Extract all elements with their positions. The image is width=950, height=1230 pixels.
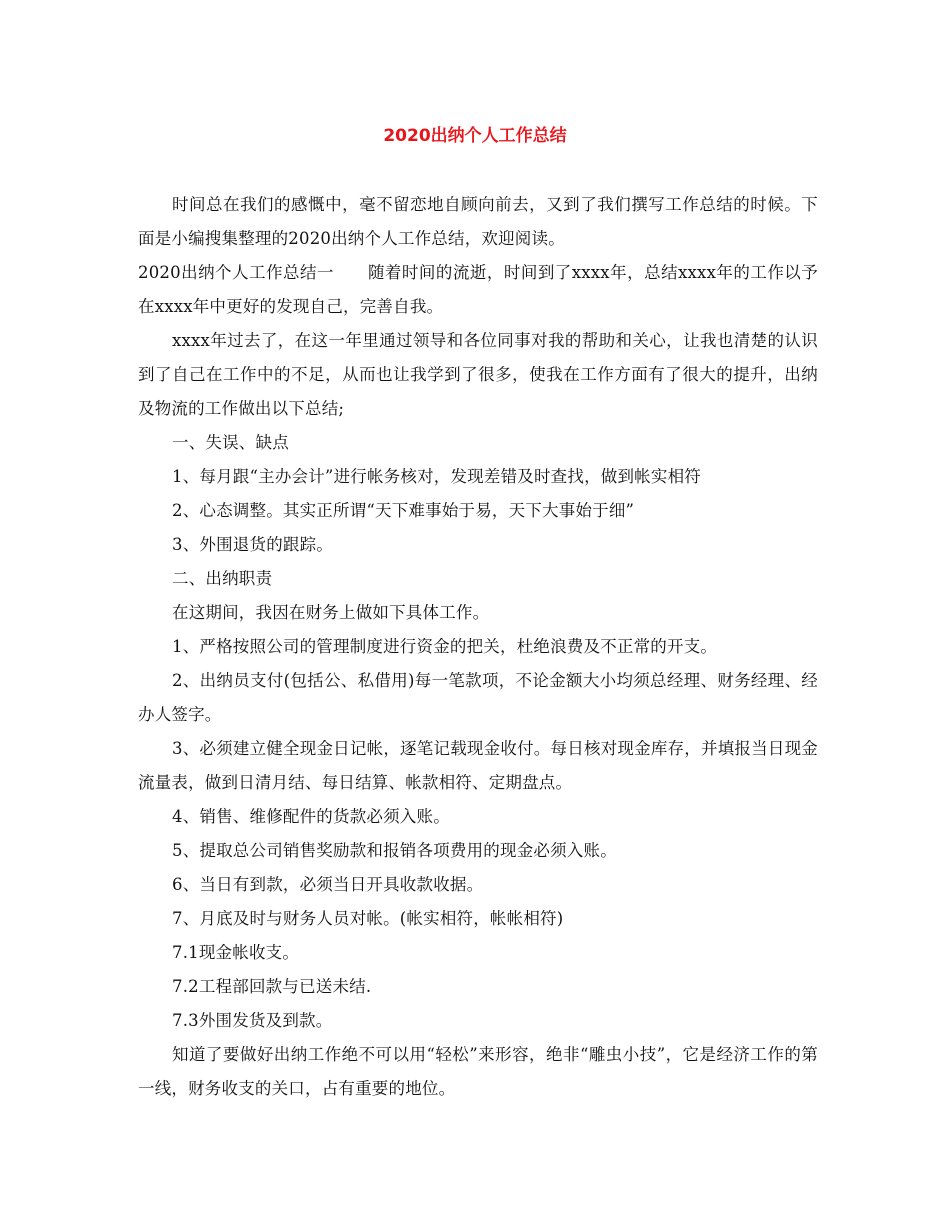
list-item: 3、必须建立健全现金日记帐，逐笔记载现金收付。每日核对现金库存，并填报当日现金流量表，做到日清月结、每日结算、帐款相符、定期盘点。 [138, 739, 818, 792]
paragraph: 知道了要做好出纳工作绝不可以用“轻松”来形容，绝非“雕虫小技”，它是经济工作的第一线，财务收支的关口，占有重要的地位。 [138, 1045, 818, 1098]
paragraph: 2020出纳个人工作总结一 随着时间的流逝，时间到了xxxx年，总结xxxx年的工作以予在xxxx年中更好的发现自己，完善自我。 [138, 263, 818, 316]
paragraph: xxxx年过去了，在这一年里通过领导和各位同事对我的帮助和关心，让我也清楚的认识到了自己在工作中的不足，从而也让我学到了很多，使我在工作方面有了很大的提升，出纳及物流的工作做出以下总结; [138, 331, 818, 418]
list-item: 1、严格按照公司的管理制度进行资金的把关，杜绝浪费及不正常的开支。 [172, 637, 718, 656]
list-item: 7、月底及时与财务人员对帐。(帐实相符，帐帐相符) [172, 909, 564, 928]
document-body [138, 188, 818, 1106]
list-item: 3、外围退货的跟踪。 [172, 535, 333, 554]
list-item: 6、当日有到款，必须当日开具收款收据。 [172, 875, 484, 894]
paragraph: 在这期间，我因在财务上做如下具体工作。 [172, 603, 490, 622]
list-item: 1、每月跟“主办会计”进行帐务核对，发现差错及时查找，做到帐实相符 [172, 467, 701, 486]
list-item: 4、销售、维修配件的货款必须入账。 [172, 807, 450, 826]
list-item: 2、心态调整。其实正所谓“天下难事始于易，天下大事始于细” [172, 501, 635, 520]
list-item: 5、提取总公司销售奖励款和报销各项费用的现金必须入账。 [172, 841, 617, 860]
section-heading: 一、失误、缺点 [172, 433, 289, 452]
sub-list-item: 7.1现金帐收支。 [172, 943, 300, 962]
document-title: 2020出纳个人工作总结 [383, 126, 567, 146]
sub-list-item: 7.2工程部回款与已送未结. [172, 977, 372, 996]
list-item: 2、出纳员支付(包括公、私借用)每一笔款项，不论金额大小均须总经理、财务经理、经办人签字。 [138, 671, 818, 724]
sub-list-item: 7.3外围发货及到款。 [172, 1011, 333, 1030]
section-heading: 二、出纳职责 [172, 569, 273, 588]
paragraph: 时间总在我们的感慨中，毫不留恋地自顾向前去，又到了我们撰写工作总结的时候。下面是小编搜集整理的2020出纳个人工作总结，欢迎阅读。 [138, 195, 818, 248]
